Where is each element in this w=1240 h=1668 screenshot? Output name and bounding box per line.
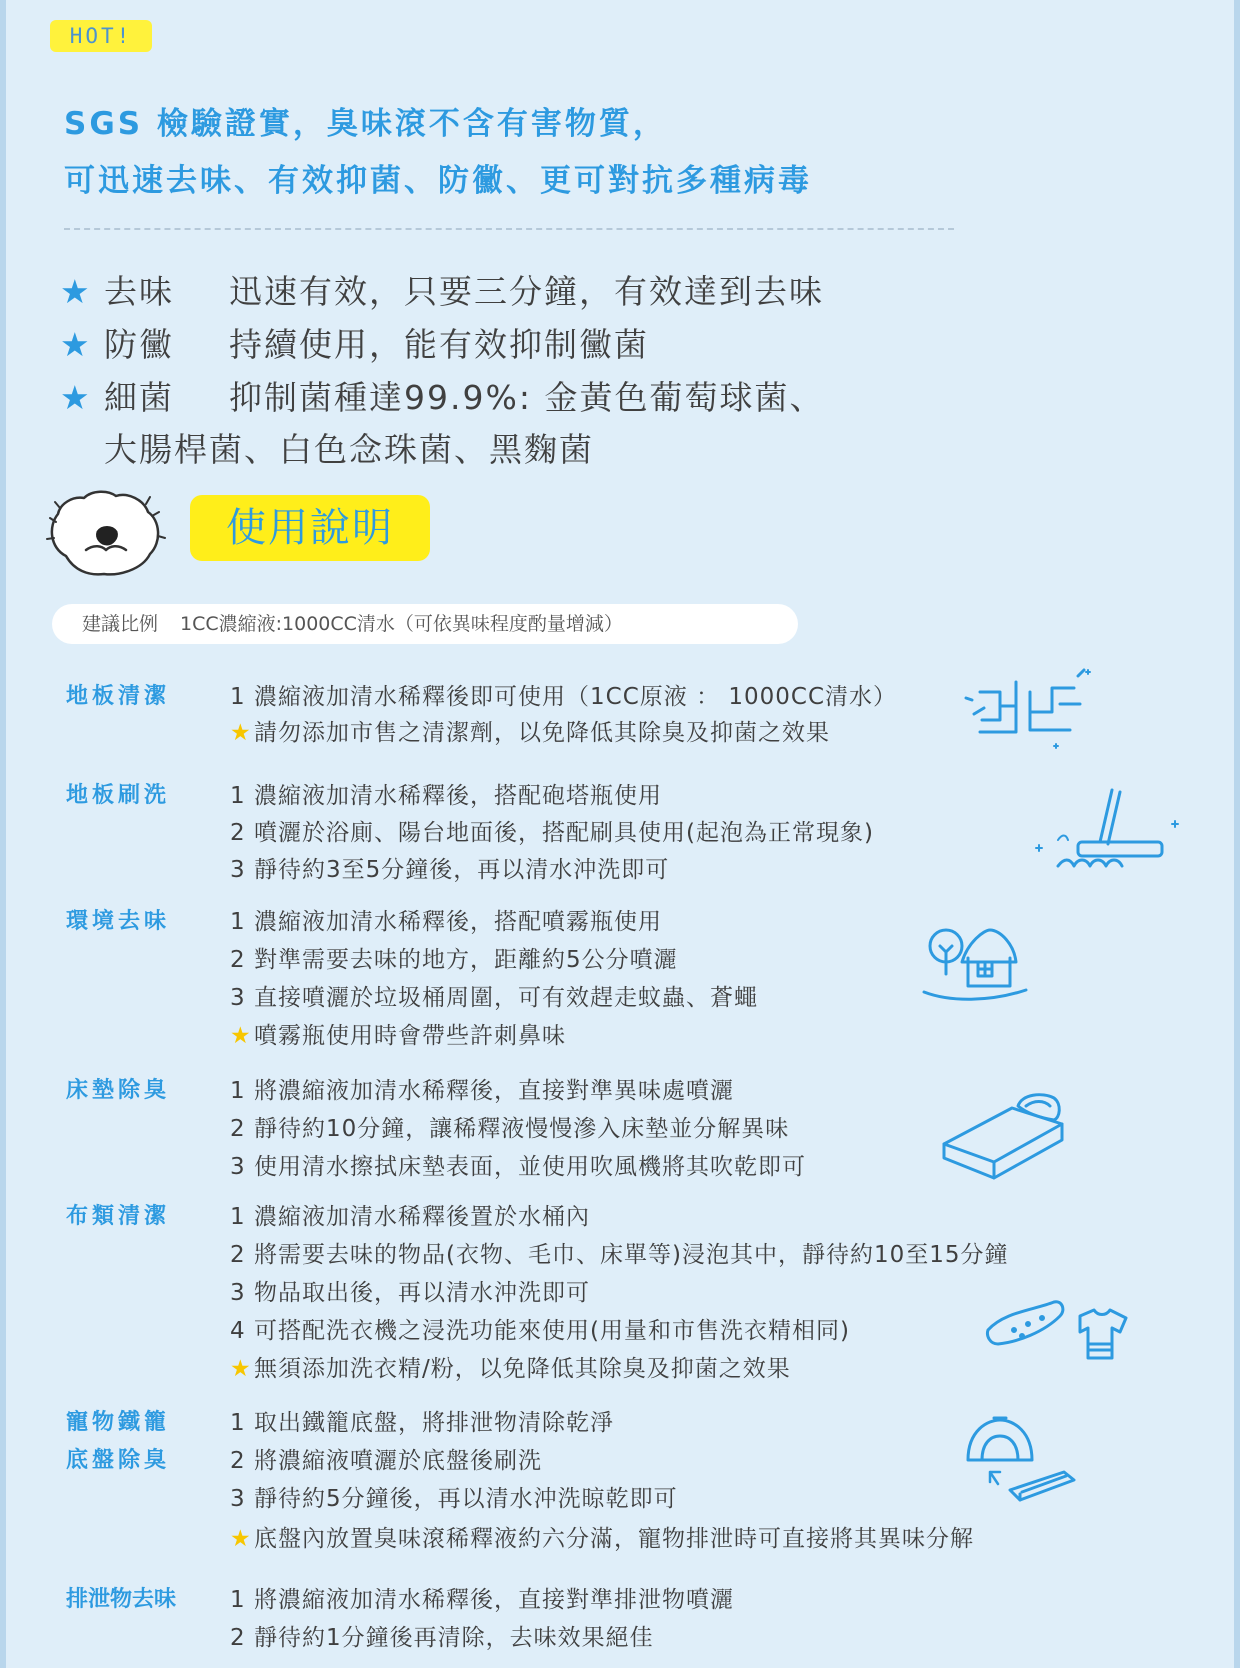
section-step: 3 物品取出後，再以清水沖洗即可 — [230, 1280, 590, 1306]
feature-item — [60, 325, 649, 365]
feature-item — [60, 378, 824, 418]
ratio-label: 建議比例 — [82, 613, 159, 635]
yellow-star-icon: ★ — [230, 1023, 252, 1049]
instructions-title: 使用說明 — [190, 495, 430, 561]
clothes-illustration-icon — [984, 1282, 1134, 1372]
section-step: 2 對準需要去味的地方，距離約5公分噴灑 — [230, 947, 678, 973]
feature-desc: 迅速有效，只要三分鐘，有效達到去味 — [229, 272, 824, 311]
section-step: 1 濃縮液加清水稀釋後置於水桶內 — [230, 1204, 590, 1230]
section-step: 3 直接噴灑於垃圾桶周圍，可有效趕走蚊蟲、蒼蠅 — [230, 985, 758, 1011]
section-step: 3 靜待約3至5分鐘後，再以清水沖洗即可 — [230, 857, 670, 883]
section-step: ★ 噴霧瓶使用時會帶些許刺鼻味 — [230, 1023, 566, 1049]
section-title-fabric: 布類清潔 — [66, 1204, 171, 1229]
feature-item — [60, 272, 824, 312]
pet-carrier-illustration-icon — [960, 1410, 1080, 1506]
bed-illustration-icon — [938, 1084, 1068, 1184]
section-step: 2 靜待約10分鐘，讓稀釋液慢慢滲入床墊並分解異味 — [230, 1116, 790, 1142]
floor-cleaning-illustration-icon — [960, 662, 1100, 758]
yellow-star-icon: ★ — [230, 720, 252, 746]
yellow-star-icon: ★ — [230, 1526, 252, 1552]
section-step: 1 濃縮液加清水稀釋後，搭配噴霧瓶使用 — [230, 909, 662, 935]
ratio-bar — [52, 604, 798, 644]
section-step: 2 將濃縮液噴灑於底盤後刷洗 — [230, 1448, 542, 1474]
dashed-divider — [64, 228, 954, 230]
feature-term: 去味 — [104, 272, 174, 311]
ratio-text: 1CC濃縮液:1000CC清水（可依異味程度酌量增減） — [180, 613, 623, 635]
headline-line-2: 可迅速去味、有效抑菌、防黴、更可對抗多種病毒 — [64, 163, 812, 199]
star-icon: ★ — [60, 325, 92, 364]
section-step: 4 可搭配洗衣機之浸洗功能來使用(用量和市售洗衣精相同) — [230, 1318, 850, 1344]
section-title-pet-cage: 寵物鐵籠 — [66, 1410, 171, 1435]
section-step: 2 將需要去味的物品(衣物、毛巾、床單等)浸泡其中，靜待約10至15分鐘 — [230, 1242, 1009, 1268]
star-icon: ★ — [60, 272, 92, 311]
feature-term: 防黴 — [104, 325, 174, 364]
mop-illustration-icon — [1028, 786, 1188, 882]
section-step: 1 將濃縮液加清水稀釋後，直接對準排泄物噴灑 — [230, 1587, 734, 1613]
section-title-environment: 環境去味 — [66, 909, 171, 934]
section-step: 1 取出鐵籠底盤，將排泄物清除乾淨 — [230, 1410, 614, 1436]
section-title-excrement: 排泄物去味 — [66, 1587, 177, 1612]
section-step: 1 將濃縮液加清水稀釋後，直接對準異味處噴灑 — [230, 1078, 734, 1104]
dog-mascot-icon — [46, 486, 166, 578]
section-step: 3 靜待約5分鐘後，再以清水沖洗晾乾即可 — [230, 1486, 678, 1512]
section-step: ★ 無須添加洗衣精/粉，以免降低其除臭及抑菌之效果 — [230, 1356, 791, 1382]
feature-term: 細菌 — [104, 378, 174, 417]
hot-badge: HOT! — [50, 20, 152, 52]
yellow-star-icon: ★ — [230, 1356, 252, 1382]
section-step: ★ 底盤內放置臭味滾稀釋液約六分滿，寵物排泄時可直接將其異味分解 — [230, 1526, 974, 1552]
section-title-mattress: 床墊除臭 — [66, 1078, 171, 1103]
house-tree-illustration-icon — [920, 912, 1030, 1002]
section-step: 2 噴灑於浴廁、陽台地面後，搭配刷具使用(起泡為正常現象) — [230, 820, 874, 846]
section-step: ★ 請勿添加市售之清潔劑，以免降低其除臭及抑菌之效果 — [230, 720, 830, 746]
feature-desc: 持續使用，能有效抑制黴菌 — [229, 325, 649, 364]
section-step: 3 使用清水擦拭床墊表面，並使用吹風機將其吹乾即可 — [230, 1154, 806, 1180]
feature-desc: 抑制菌種達99.9%: 金黃色葡萄球菌、 — [229, 378, 825, 417]
star-icon: ★ — [60, 378, 92, 417]
section-step: 1 濃縮液加清水稀釋後，搭配砲塔瓶使用 — [230, 783, 662, 809]
section-step: 2 靜待約1分鐘後再清除，去味效果絕佳 — [230, 1625, 654, 1651]
section-title-floor-scrubbing: 地板刷洗 — [66, 783, 171, 808]
feature-continuation: 大腸桿菌、白色念珠菌、黑麴菌 — [104, 430, 594, 469]
headline-line-1: SGS 檢驗證實，臭味滾不含有害物質， — [64, 106, 667, 142]
section-step: 1 濃縮液加清水稀釋後即可使用（1CC原液 ： 1000CC清水） — [230, 684, 898, 710]
section-title-pet-cage-2: 底盤除臭 — [66, 1448, 171, 1473]
section-title-floor-cleaning: 地板清潔 — [66, 684, 171, 709]
